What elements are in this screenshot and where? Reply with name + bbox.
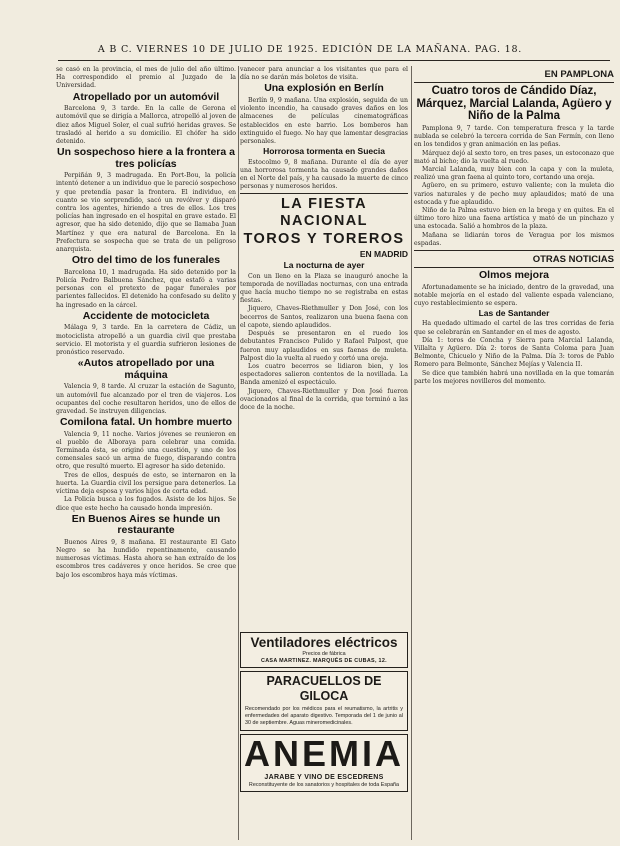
headline-motocicleta: Accidente de motocicleta <box>82 309 210 322</box>
article-text: Estocolmo 9, 8 mañana. Durante el día de ayer una horrorosa tormenta ha causado grandes daños en el Norte del país, y ha causado la muerte de cinco personas y numerosos heridos. <box>240 158 408 191</box>
ad-tagline: Reconstituyente de los sanatorios y hospitales de toda España <box>248 782 400 788</box>
headline-atropellado: Atropellado por un automóvil <box>72 90 220 103</box>
section-pamplona: EN PAMPLONA <box>544 69 614 80</box>
article-text: Niño de la Palma estuvo bien en la brega y en quites. En el último toro hizo una faena artística y mató de un pinchazo y una estocada. Salió a hombros de la plaza. <box>414 206 614 231</box>
ad-anemia <box>240 734 408 792</box>
article-text: Buenos Aires 9, 8 mañana. El restaurante El Gato Negro se ha hundido repentinamente, causando numerosas víctimas. Hasta ahora se han extraído de los escombros tres cadáveres y once heridos. Se cree que bajo los escombros haya más víctimas. <box>56 538 236 579</box>
article-text: Pamplona 9, 7 tarde. Con temperatura fresca y la tarde nublada se celebró la tercera corrida de San Fermín, con lleno en los tendidos y gran animación en las peñas. <box>414 124 614 149</box>
headline-comilona: Comilona fatal. Un hombre muerto <box>59 416 233 429</box>
section-title-fiesta: LA FIESTA NACIONAL <box>280 196 368 230</box>
article-continuation: vanecer para anunciar a los visitantes que para el día no se darán más boletos de visita. <box>240 66 408 82</box>
headline-buenos-aires: En Buenos Aires se hunde un restaurante <box>71 512 221 537</box>
article-text: Afortunadamente se ha iniciado, dentro de la gravedad, una notable mejoría en el estado del valiente espada valenciano, cuyo restablecimiento se espera. <box>414 283 614 307</box>
article-continuation: se casó en la provincia, el mes de julio del año último. Ha correspondido el premio al Juzgado de la Universidad. <box>56 66 236 90</box>
article-text: Jiquero, Chaves-Riethmuller y Don José fueron ovacionados al final de la corrida, que terminó a las doce de la noche. <box>240 387 408 411</box>
headline-santander: Las de Santander <box>478 308 550 319</box>
article-text: Márquez dejó al sexto toro, en tres pases, un estoconazo que mató al bicho; dio la vuelta al ruedo. <box>414 149 614 165</box>
article-text: Berlín 9, 9 mañana. Una explosión, seguida de un violento incendio, ha causado graves daños en los almacenes de películas cinematográficas establecidos en este barrio. Los bomberos han extinguido el fuego. No hay que lamentar desgracias personales. <box>240 96 408 145</box>
headline-sospechoso: Un sospechoso hiere a la frontera a tres policías <box>57 146 235 170</box>
ad-paracuellos <box>240 671 408 731</box>
page-header: A B C. VIERNES 10 DE JULIO DE 1925. EDICIÓN DE LA MAÑANA. PAG. 18. <box>97 44 523 55</box>
ad-subtitle: Precios de fábrica <box>302 651 346 657</box>
headline-cuatro-toros: Cuatro toros de Cándido Díaz, Márquez, Marcial Lalanda, Agüero y Niño de la Palma <box>416 85 612 123</box>
section-location: EN MADRID <box>359 249 408 260</box>
header-rule <box>58 60 610 61</box>
article-text: Valencia 9, 11 noche. Varios jóvenes se reunieron en el pueblo de Alboraya para celebrar una comida. Terminada ésta, se originó una cuestión, y uno de los comensales sacó un arma de fuego, disparando contra otro, que resultó muerto. El agresor ha sido detenido. <box>56 430 236 471</box>
headline-explosion-berlin: Una explosión en Berlín <box>264 82 384 95</box>
article-text: Después se presentaron en el ruedo los debutantes Francisco Pulido y Rafael Palpost, que fueron muy aplaudidos en sus faenas de muleta. Palpost dio la vuelta al ruedo y cortó una oreja. <box>240 330 408 362</box>
column-divider-1 <box>238 66 239 840</box>
section-rule <box>414 250 614 251</box>
column-1 <box>56 66 236 846</box>
column-3 <box>414 66 614 846</box>
ad-title: PARACUELLOS DE GILOCA <box>266 674 382 703</box>
ad-product: JARABE Y VINO DE ESCEDRENS <box>264 774 384 781</box>
article-text: Valencia 9, 8 tarde. Al cruzar la estación de Sagunto, un automóvil fue alcanzado por el tren de viajeros. Los ocupantes del coche resultaron heridos, uno de ellos de gravedad. Se instruyen diligencias. <box>56 383 236 415</box>
article-text: Perpiñán 9, 3 madrugada. En Port-Bou, la policía intentó detener a un individuo que le pareció sospechoso y que pretendía pasar la frontera. El individuo, en cuanto se vio sorprendido, sacó un revólver y disparó contra los agentes, hiriendo a tres de ellos. Los tres policías han ingresado en el hospital en grave estado. El agresor, que ha sido detenido, dijo que se llamaba Juan Martínez y que era natural de Barcelona. En la Prefectura se sospecha que se trata de un peligroso anarquista. <box>56 172 236 254</box>
ad-ventiladores <box>240 632 408 668</box>
ad-title: ANEMIA <box>244 733 404 774</box>
section-title-toros: TOROS Y TOREROS <box>243 231 405 248</box>
section-rule <box>240 193 408 194</box>
column-2 <box>240 66 408 626</box>
section-rule <box>414 82 614 83</box>
headline-tormenta-suecia: Horrorosa tormenta en Suecia <box>263 146 385 157</box>
headline-nocturna: La nocturna de ayer <box>283 260 365 271</box>
section-otras-noticias: OTRAS NOTICIAS <box>532 253 614 265</box>
article-text: Los cuatro becerros se lidiaron bien, y los espectadores salieron contentos de la novillada. La Banda amenizó el espectáculo. <box>240 362 408 387</box>
article-text: Se dice que también habrá una novillada en la que tomarán parte los mejores novilleros del momento. <box>414 369 614 385</box>
article-text: Málaga 9, 3 tarde. En la carretera de Cádiz, un motociclista atropelló a un guardia civil que prestaba servicio. El motorista y el guardia sufrieron lesiones de pronóstico reservado. <box>56 324 236 357</box>
article-text: Barcelona 10, 1 madrugada. Ha sido detenido por la Policía Pedro Balbuena Sánchez, que estafó a varias personas con el pretexto de pagar funerales por parientes fallecidos. El detenido ha confesado su delito y ha ingresado en la cárcel. <box>56 268 236 309</box>
article-text: Marcial Lalanda, muy bien con la capa y con la muleta, realizó una gran faena al quinto toro, cortando una oreja. <box>414 165 614 182</box>
headline-autos-atropellado: «Autos atropellado por una máquina <box>77 357 215 381</box>
article-text: Agüero, en su primero, estuvo valiente; con la muleta dio varios naturales y de pecho muy aplaudidos; mató de una estocada y fue aplaudido. <box>414 182 614 206</box>
article-text: Tres de ellos, después de esto, se internaron en la huerta. La Guardia civil los persigue para detenerlos. La víctima deja esposa y varios hijos de corta edad. <box>56 471 236 496</box>
headline-olmos: Olmos mejora <box>478 268 550 281</box>
article-text: La Policía busca a los fugados. Asiste de los hijos. Se dice que este hecho ha causado honda impresión. <box>56 496 236 512</box>
ad-description: Recomendado por los médicos para el reumatismo, la artritis y enfermedades del aparato digestivo. Temporada del 1 de junio al 30 de septiembre. Aguas mineromedicinales. <box>245 706 403 726</box>
headline-timo: Otro del timo de los funerales <box>71 254 221 267</box>
advertisements <box>240 632 408 795</box>
article-text: Ha quedado ultimado el cartel de las tres corridas de feria que se celebrarán en Santander en el mes de agosto. <box>414 320 614 336</box>
section-rule <box>414 267 614 268</box>
article-text: Mañana se lidiarán toros de Veragua por los mismos espadas. <box>414 231 614 247</box>
ad-address: CASA MARTINEZ. MARQUÉS DE CUBAS, 12. <box>261 658 387 664</box>
article-text: Barcelona 9, 3 tarde. En la calle de Gerona el automóvil que se dirigía a Mallorca, atropelló al joven de diez años Miguel Soler, el cual sufrió heridas graves. Se trasladó al herido a su domicilio. El chófer ha sido detenido. <box>56 105 236 145</box>
article-text: Día 1: toros de Concha y Sierra para Marcial Lalanda, Villalta y Agüero. Día 2: toros de Santa Coloma para Juan Belmonte, Chicuelo y Niño de la Palma. Día 3: toros de Pablo Romero para Belmonte, Sánchez Mejías y Valencia II. <box>414 336 614 369</box>
article-text: Con un lleno en la Plaza se inauguró anoche la temporada de novilladas nocturnas, con una entrada que hacía mucho tiempo no se registraba en estas fiestas. <box>240 272 408 305</box>
article-text: Jiquero, Chaves-Riethmuller y Don José, con los becerros de Santos, realizaron una buena faena con el capote, siendo aplaudidos. <box>240 305 408 329</box>
column-divider-2 <box>411 66 412 840</box>
ad-title: Ventiladores eléctricos <box>250 635 398 650</box>
